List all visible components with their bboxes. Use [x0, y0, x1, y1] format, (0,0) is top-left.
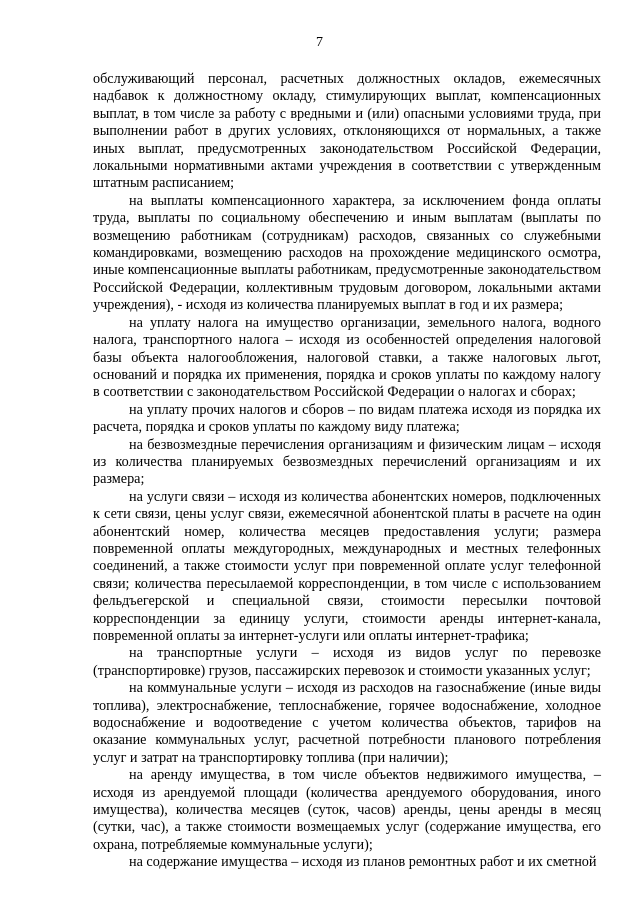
- page-number: 7: [316, 35, 323, 50]
- paragraph: обслуживающий персонал, расчетных должностных окладов, ежемесячных надбавок к должностному окладу, стимулирующих выплат, компенсационных выплат, в том числе за работу с вредными и (или) опасными условиями труда, при выполнении работ в других условиях, отклоняющихся от нормальных, а также иных выплат, предусмотренных законодательством Российской Федерации, локальными нормативными актами учреждения в соответствии с утвержденным штатным расписанием;: [93, 71, 601, 192]
- paragraph: на аренду имущества, в том числе объектов недвижимого имущества, – исходя из арендуемой площади (количества арендуемого оборудования, иного имущества), количества месяцев (суток, часов) аренды, цены аренды в месяц (сутки, час), а также стоимости возмещаемых услуг (содержание имущества, его охрана, потребляемые коммунальные услуги);: [93, 767, 601, 853]
- paragraph: на безвозмездные перечисления организациям и физическим лицам – исходя из количества планируемых безвозмездных перечислений организациям и их размера;: [93, 436, 601, 488]
- paragraph: на содержание имущества – исходя из планов ремонтных работ и их сметной: [129, 854, 597, 871]
- paragraph: на услуги связи – исходя из количества абонентских номеров, подключенных к сети связи, цены услуг связи, ежемесячной абонентской платы в расчете на один абонентский номер, количества месяцев предоставления услуги; размера повременной оплаты междугородных, международных и местных телефонных соединений, а также стоимости услуг при повременной оплате услуг телефонной связи; количества пересылаемой корреспонденции, в том числе с использованием фельдъегерской и специальной связи, стоимости пересылки почтовой корреспонденции за единицу услуги, стоимости аренды интернет-канала, повременной оплаты за интернет-услуги или оплаты интернет-трафика;: [93, 488, 601, 644]
- paragraph: на уплату прочих налогов и сборов – по видам платежа исходя из порядка их расчета, порядка и сроков уплаты по каждому виду платежа;: [93, 401, 601, 436]
- document-body: [93, 71, 601, 872]
- paragraph: на транспортные услуги – исходя из видов услуг по перевозке (транспортировке) грузов, пассажирских перевозок и стоимости указанных услуг;: [93, 645, 601, 679]
- paragraph: на уплату налога на имущество организации, земельного налога, водного налога, транспортного налога – исходя из особенностей определения налоговой базы объекта налогообложения, налоговой ставки, а также налоговых льгот, оснований и порядка их применения, порядка и сроков уплаты по каждому налогу в соответствии с законодательством Российской Федерации о налогах и сборах;: [93, 314, 601, 401]
- paragraph: на коммунальные услуги – исходя из расходов на газоснабжение (иные виды топлива), электроснабжение, теплоснабжение, горячее водоснабжение, холодное водоснабжение и водоотведение с учетом количества объектов, тарифов на оказание коммунальных услуг, расчетной потребности планового потребления услуг и затрат на транспортировку топлива (при наличии);: [93, 680, 601, 766]
- paragraph: на выплаты компенсационного характера, за исключением фонда оплаты труда, выплаты по социальному обеспечению и иным выплатам (выплаты по возмещению работникам (сотрудникам) расходов, связанных со служебными командировками, возмещению расходов на прохождение медицинского осмотра, иные компенсационные выплаты работникам, предусмотренные законодательством Российской Федерации, коллективным трудовым договором, локальными актами учреждения), - исходя из количества планируемых выплат в год и их размера;: [93, 192, 601, 314]
